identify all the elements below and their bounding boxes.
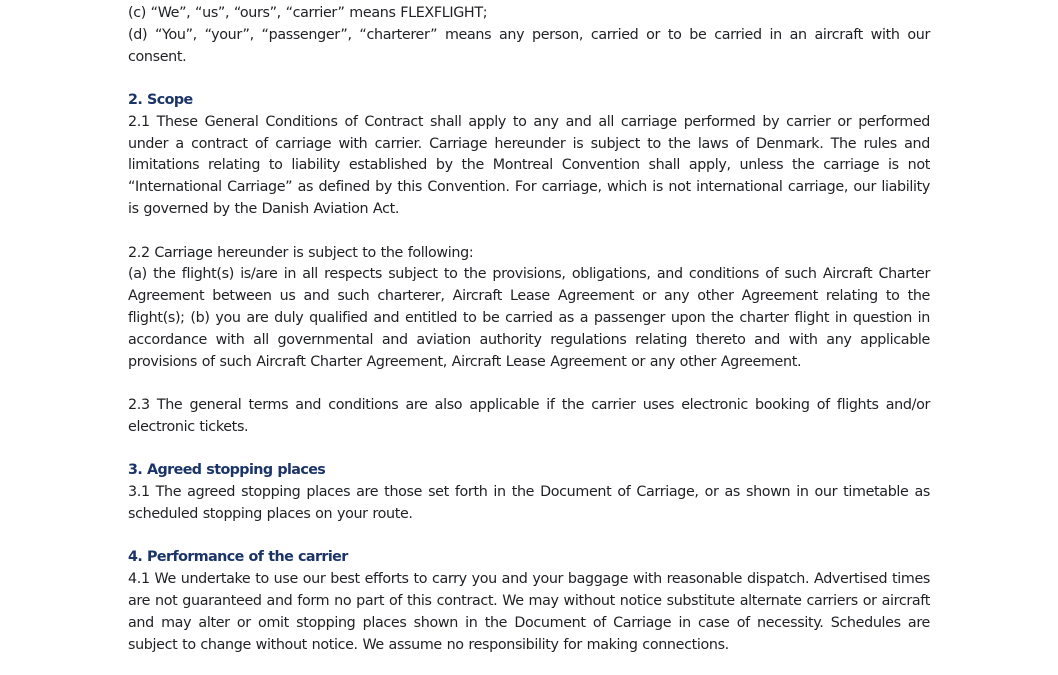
paragraph-gap: [128, 221, 930, 243]
document-page: [128, 3, 930, 656]
clause-3-1: 3.1 The agreed stopping places are those set forth in the Document of Carriage, or as shown in our timetable as scheduled stopping places on your route.: [128, 484, 930, 522]
section-2-heading: 2. Scope: [128, 92, 193, 109]
clause-2-3: 2.3 The general terms and conditions are also applicable if the carrier uses electronic booking of flights and/or electronic tickets.: [128, 397, 930, 435]
paragraph-gap: [128, 373, 930, 395]
clause-2-2-intro: 2.2 Carriage hereunder is subject to the following:: [128, 244, 474, 261]
definition-d: (d) “You”, “your”, “passenger”, “charterer” means any person, carried or to be carried in an aircraft with our consent.: [128, 26, 930, 65]
definition-c: (c) “We”, “us”, “ours”, “carrier” means FLEXFLIGHT;: [128, 5, 488, 21]
paragraph-gap: [128, 68, 930, 90]
paragraph-gap: [128, 439, 930, 461]
clause-2-2-body: (a) the flight(s) is/are in all respects subject to the provisions, obligations, and conditions of such Aircraft Charter Agreement between us and such charterer, Aircraft Lease Agreement or any other Agreement relating to the flight(s); (b) you are duly qualified and entitled to be carried as a passenger upon the charter flight in question in accordance with all governmental and aviation authority regulations relating thereto and with any applicable provisions of such Aircraft Charter Agreement, Aircraft Lease Agreement or any other Agreement.: [128, 266, 930, 370]
section-3-heading: 3. Agreed stopping places: [128, 462, 326, 479]
clause-2-1: 2.1 These General Conditions of Contract shall apply to any and all carriage performed by carrier or performed under a contract of carriage with carrier. Carriage hereunder is subject to the laws of Denmark. The rules and limitations relating to liability established by the Montreal Convention shall apply, unless the carriage is not “International Carriage” as defined by this Convention. For carriage, which is not international carriage, our liability is governed by the Danish Aviation Act.: [128, 113, 930, 218]
paragraph-gap: [128, 526, 930, 548]
clause-4-1: 4.1 We undertake to use our best efforts to carry you and your baggage with reasonable dispatch. Advertised times are not guaranteed and form no part of this contract. We may without notice substitute alternate carriers or aircraft and may alter or omit stopping places shown in the Document of Carriage in case of necessity. Schedules are subject to change without notice. We assume no responsibility for making connections.: [128, 571, 930, 653]
section-4-heading: 4. Performance of the carrier: [128, 549, 348, 566]
